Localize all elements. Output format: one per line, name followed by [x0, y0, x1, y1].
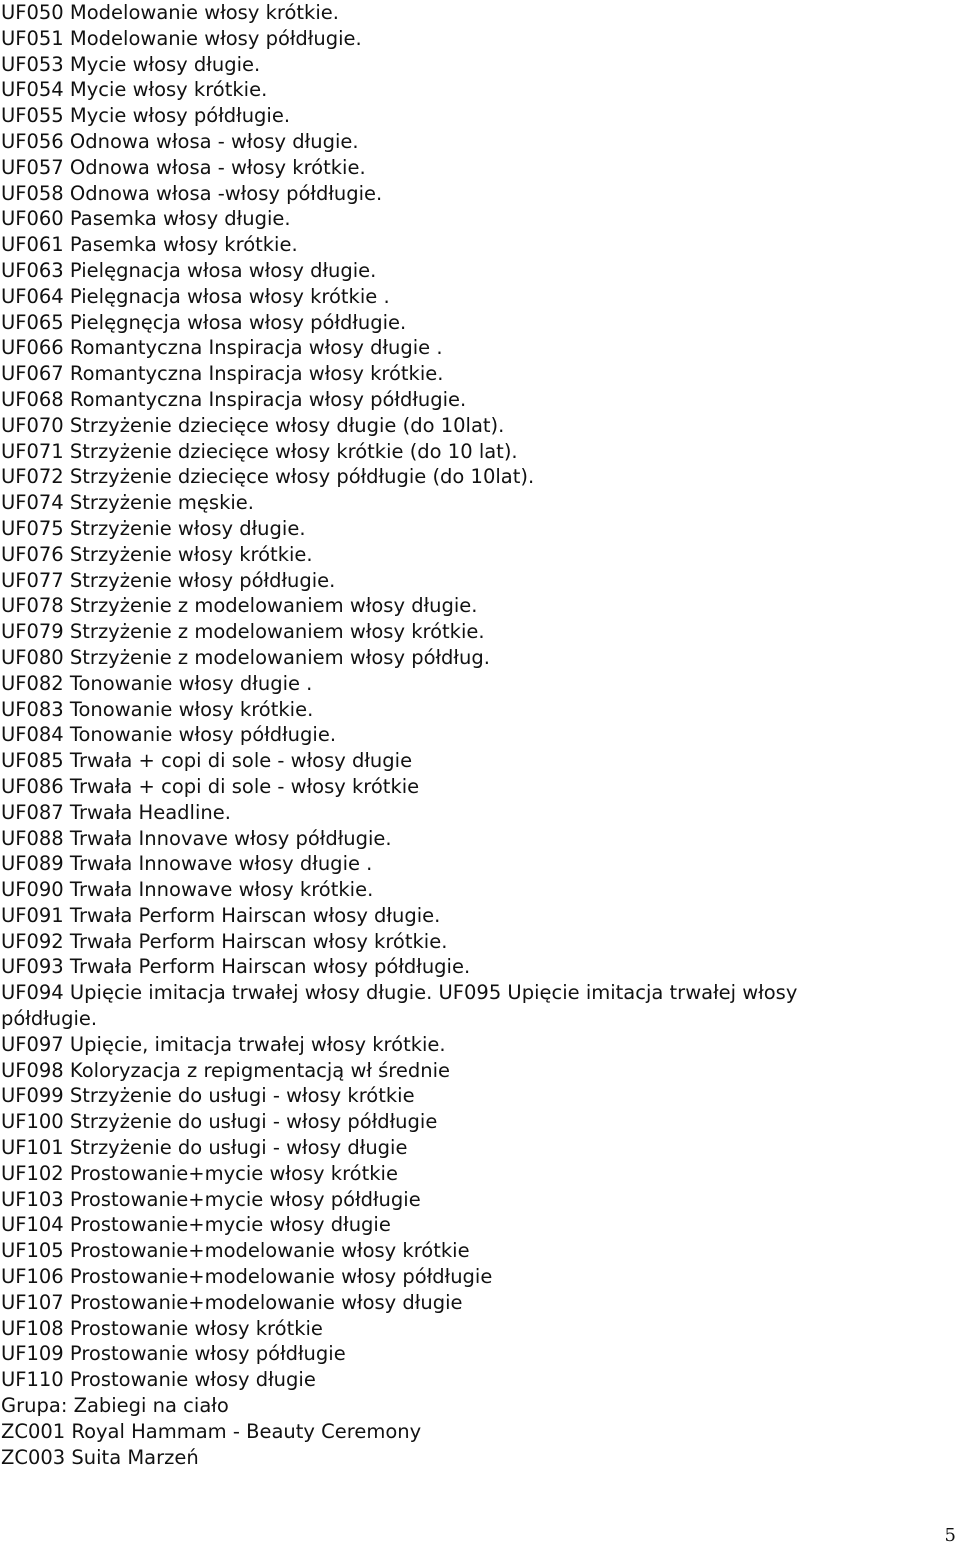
document-line: UF070 Strzyżenie dziecięce włosy długie (do 10lat).	[1, 413, 505, 437]
document-line: UF089 Trwała Innowave włosy długie .	[1, 852, 373, 876]
document-line: UF091 Trwała Perform Hairscan włosy długie.	[1, 903, 441, 927]
document-line: UF051 Modelowanie włosy półdługie.	[1, 26, 362, 50]
document-line: UF065 Pielęgnęcja włosa włosy półdługie.	[1, 310, 407, 334]
document-line: UF054 Mycie włosy krótkie.	[1, 78, 268, 102]
document-line: Grupa: Zabiegi na ciało	[1, 1394, 229, 1418]
document-line: UF066 Romantyczna Inspiracja włosy długie .	[1, 336, 443, 360]
document-line: UF105 Prostowanie+modelowanie włosy krótkie	[1, 1239, 470, 1263]
document-line: UF072 Strzyżenie dziecięce włosy półdługie (do 10lat).	[1, 465, 535, 489]
document-line: UF078 Strzyżenie z modelowaniem włosy długie.	[1, 594, 478, 618]
document-line: UF061 Pasemka włosy krótkie.	[1, 233, 298, 257]
document-line: UF106 Prostowanie+modelowanie włosy półdługie	[1, 1265, 493, 1289]
document-line: UF101 Strzyżenie do usługi - włosy długie	[1, 1136, 408, 1160]
document-line: UF087 Trwała Headline.	[1, 800, 231, 824]
document-line: UF084 Tonowanie włosy półdługie.	[1, 723, 337, 747]
document-line: UF077 Strzyżenie włosy półdługie.	[1, 568, 336, 592]
document-line: UF057 Odnowa włosa - włosy krótkie.	[1, 155, 366, 179]
document-line: UF104 Prostowanie+mycie włosy długie	[1, 1213, 391, 1237]
document-line: UF088 Trwała Innovave włosy półdługie.	[1, 826, 392, 850]
document-line: UF055 Mycie włosy półdługie.	[1, 104, 291, 128]
document-line: UF083 Tonowanie włosy krótkie.	[1, 697, 314, 721]
document-line: UF103 Prostowanie+mycie włosy półdługie	[1, 1187, 421, 1211]
document-line: półdługie.	[1, 1007, 98, 1031]
document-line: UF100 Strzyżenie do usługi - włosy półdługie	[1, 1110, 438, 1134]
document-line: UF086 Trwała + copi di sole - włosy krótkie	[1, 774, 420, 798]
document-line: UF067 Romantyczna Inspiracja włosy krótkie.	[1, 362, 444, 386]
document-line: UF110 Prostowanie włosy długie	[1, 1368, 316, 1392]
document-line: UF063 Pielęgnacja włosa włosy długie.	[1, 258, 377, 282]
document-line: UF098 Koloryzacja z repigmentacją wł średnie	[1, 1058, 451, 1082]
document-line: UF097 Upięcie, imitacja trwałej włosy krótkie.	[1, 1032, 446, 1056]
document-line: UF053 Mycie włosy długie.	[1, 52, 261, 76]
document-line: UF056 Odnowa włosa - włosy długie.	[1, 129, 359, 153]
document-line: UF085 Trwała + copi di sole - włosy długie	[1, 749, 413, 773]
document-line: UF050 Modelowanie włosy krótkie.	[1, 1, 339, 24]
document-line: UF076 Strzyżenie włosy krótkie.	[1, 542, 313, 566]
document-line: UF082 Tonowanie włosy długie .	[1, 671, 313, 695]
document-line: UF090 Trwała Innowave włosy krótkie.	[1, 878, 374, 902]
document-line: UF064 Pielęgnacja włosa włosy krótkie .	[1, 284, 390, 308]
document-line: UF092 Trwała Perform Hairscan włosy krótkie.	[1, 929, 448, 953]
document-line: UF074 Strzyżenie męskie.	[1, 491, 254, 515]
document-line: UF107 Prostowanie+modelowanie włosy długie	[1, 1290, 463, 1314]
document-line: UF075 Strzyżenie włosy długie.	[1, 516, 306, 540]
document-line: UF079 Strzyżenie z modelowaniem włosy krótkie.	[1, 620, 485, 644]
document-line: UF068 Romantyczna Inspiracja włosy półdługie.	[1, 387, 467, 411]
document-line: UF108 Prostowanie włosy krótkie	[1, 1316, 323, 1340]
document-line: UF080 Strzyżenie z modelowaniem włosy półdług.	[1, 645, 490, 669]
document-line: UF093 Trwała Perform Hairscan włosy półdługie.	[1, 955, 471, 979]
document-line: UF094 Upięcie imitacja trwałej włosy długie. UF095 Upięcie imitacja trwałej włosy	[1, 981, 798, 1005]
document-line: UF071 Strzyżenie dziecięce włosy krótkie (do 10 lat).	[1, 439, 518, 463]
document-line: UF060 Pasemka włosy długie.	[1, 207, 291, 231]
page-number: 5	[944, 1525, 956, 1546]
document-line: UF102 Prostowanie+mycie włosy krótkie	[1, 1161, 398, 1185]
document-line: UF109 Prostowanie włosy półdługie	[1, 1342, 346, 1366]
document-line: UF099 Strzyżenie do usługi - włosy krótkie	[1, 1084, 415, 1108]
document-line: UF058 Odnowa włosa -włosy półdługie.	[1, 181, 383, 205]
document-line: ZC003 Suita Marzeń	[1, 1445, 199, 1469]
document-line: ZC001 Royal Hammam - Beauty Ceremony	[1, 1419, 422, 1443]
